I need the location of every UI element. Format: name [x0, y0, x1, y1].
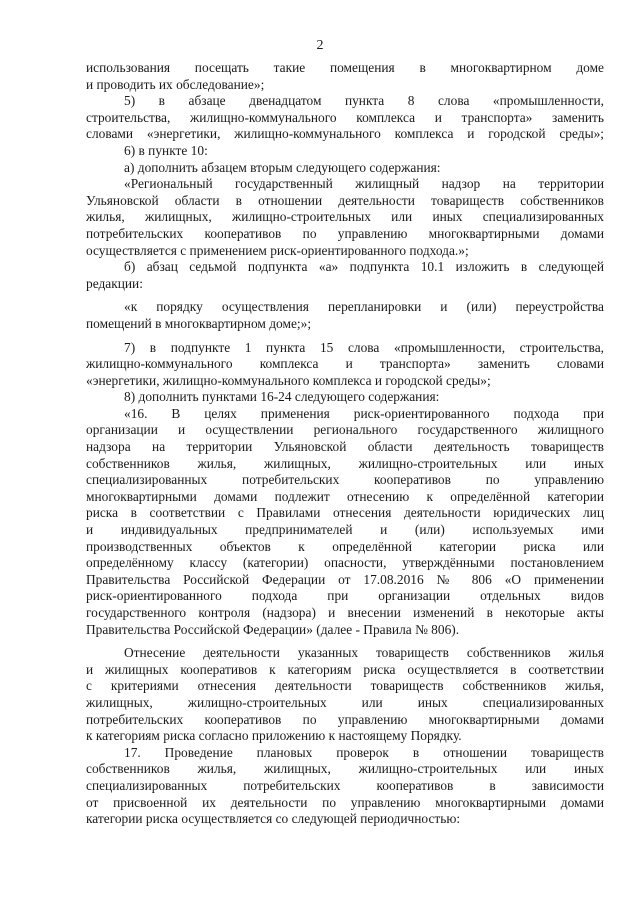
paragraph-spacer	[86, 638, 604, 645]
text-line: осуществляется с применением риск-ориентированного подхода.»;	[86, 242, 469, 258]
text-line: 6) в пункте 10:	[124, 142, 208, 158]
paragraph	[86, 299, 604, 332]
text-line: риска в соответствии с Правилами отнесения деятельности юридических лиц	[86, 505, 604, 521]
text-line: и индивидуальных предпринимателей и (или) используемых ими	[86, 522, 604, 538]
paragraph-spacer	[86, 333, 604, 340]
text-line: от присвоенной их деятельности по управлению многоквартирными домами	[86, 794, 604, 810]
text-line: 5) в абзаце двенадцатом пункта 8 слова «промышленности,	[124, 93, 604, 109]
text-line: многоквартирными домами подлежит отнесению к определённой категории	[86, 488, 604, 504]
text-line: «16. В целях применения риск-ориентированного подхода при	[124, 405, 604, 421]
paragraph-spacer	[86, 292, 604, 299]
text-line: Правительства Российской Федерации от 17.08.2016 № 806 «О применении	[86, 571, 604, 587]
paragraph	[86, 143, 604, 160]
paragraph	[86, 406, 604, 638]
text-line: надзора на территории Ульяновской области деятельность товариществ	[86, 439, 604, 455]
paragraph	[86, 60, 604, 93]
text-line: потребительских кооперативов по управлению многоквартирными домами	[86, 711, 604, 727]
text-line: 17. Проведение плановых проверок в отношении товариществ	[124, 744, 604, 760]
paragraph	[86, 745, 604, 828]
page-number: 2	[316, 38, 324, 53]
text-line: Отнесение деятельности указанных товариществ собственников жилья	[124, 645, 604, 661]
text-line: 8) дополнить пунктами 16-24 следующего содержания:	[124, 389, 440, 405]
text-line: «Региональный государственный жилищный надзор на территории	[124, 176, 604, 192]
text-line: редакции:	[86, 275, 143, 291]
text-line: категории риска осуществляется со следующей периодичностью:	[86, 811, 461, 827]
paragraph	[86, 160, 604, 177]
text-line: определённому классу (категории) опасности, утверждёнными постановлением	[86, 555, 604, 571]
text-line: а) дополнить абзацем вторым следующего содержания:	[124, 159, 441, 175]
paragraph	[86, 389, 604, 406]
text-line: б) абзац седьмой подпункта «а» подпункта 10.1 изложить в следующей	[124, 259, 604, 275]
text-line: строительства, жилищно-коммунального комплекса и транспорта» заменить	[86, 109, 604, 125]
paragraph	[86, 340, 604, 390]
text-line: жилья, жилищных, жилищно-строительных или иных специализированных	[86, 209, 604, 225]
text-line: помещений в многоквартирном доме;»;	[86, 315, 312, 331]
text-line: к категориям риска согласно приложению к настоящему Порядку.	[86, 728, 462, 744]
text-line: и проводить их обследование»;	[86, 76, 265, 92]
text-line: собственников жилья, жилищных, жилищно-строительных или иных	[86, 761, 604, 777]
text-line: «энергетики, жилищно-коммунального комплекса и городской среды»;	[86, 372, 491, 388]
text-line: производственных объектов к определённой категории риска или	[86, 538, 604, 554]
text-line: государственного контроля (надзора) и внесении изменений в некоторые акты	[86, 605, 604, 620]
text-line: риск-ориентированного подхода при организации отдельных видов	[86, 588, 604, 604]
paragraph	[86, 645, 604, 745]
text-line: организации и осуществлении регионального государственного жилищного	[86, 422, 604, 438]
text-line: специализированных потребительских кооперативов по управлению	[86, 472, 604, 488]
paragraph	[86, 93, 604, 143]
text-line: Ульяновской области в отношении деятельности товариществ собственников	[86, 192, 604, 208]
paragraph	[86, 176, 604, 259]
text-line: жилищно-коммунального комплекса и транспорта» заменить словами	[86, 356, 604, 372]
text-line: использования посещать такие помещения в многоквартирном доме	[86, 60, 604, 75]
text-line: 7) в подпункте 1 пункта 15 слова «промышленности, строительства,	[124, 339, 604, 355]
text-line: жилищных, жилищно-строительных или иных специализированных	[86, 694, 604, 710]
text-line: словами «энергетики, жилищно-коммунального комплекса и городской среды»;	[86, 126, 604, 142]
text-line: собственников жилья, жилищных, жилищно-строительных или иных	[86, 455, 604, 471]
document-body	[86, 60, 604, 828]
text-line: потребительских кооперативов по управлению многоквартирными домами	[86, 225, 604, 241]
text-line: «к порядку осуществления перепланировки и (или) переустройства	[124, 299, 604, 315]
text-line: Правительства Российской Федерации» (далее - Правила № 806).	[86, 621, 460, 637]
text-line: и жилищных кооперативов к категориям риска осуществляется в соответствии	[86, 661, 604, 677]
text-line: с критериями отнесения деятельности товариществ собственников жилья,	[86, 678, 604, 694]
paragraph	[86, 259, 604, 292]
text-line: специализированных потребительских кооперативов в зависимости	[86, 777, 604, 793]
